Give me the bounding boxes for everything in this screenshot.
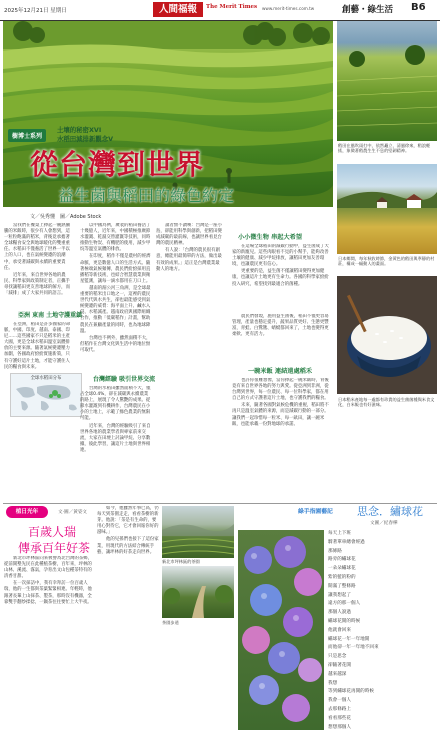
paragraph: 當我們在餐桌上捧起一碗熱騰騰的米飯時，很少有人會想到，這一粒粒飽滿的稻米，背後竟承擔著全球糧食安全與地球暖化的雙重重任。水稻田不僅養活了世界一半以上的人口，也在氣候變遷的浪潮中，承受著減碳與永續的重要責任。: [4, 223, 71, 271]
article-column-3: [156, 223, 224, 303]
paragraph: 讀者無不讚嘆：台灣是一座小島，卻能用科學與創新，把稻田變成減碳的最前線，也讓世界看見台灣的農民精神。: [156, 223, 223, 247]
paragraph: 在印度，稻作不僅是農村的經濟命脈，更是數億人口的生活方式。隨著極端氣候頻傳，農民們紛紛採用直播稻等新技術，也結合智慧農業與衛星監測，讓每一滴水都用在刀口上。: [80, 254, 151, 284]
garden-tag-suffix: 園藝記: [315, 509, 333, 515]
article-column-3b: [232, 244, 330, 314]
paragraph: 近年來，來自世界各地的農民、科學家與政策制定者，正攜手尋找讓稻田更友善地球的解方，而「減排」成了大家共同的語言。: [4, 272, 70, 297]
tea-photo-caption-2: 茶園步道: [162, 620, 179, 625]
poem-line: 騎著單車總會經過: [328, 539, 365, 545]
photo-caption-3: 日本稻米產地每一處都有珍貴的益生菌菌種與米食文化，白米飯也有好滋味。: [338, 397, 435, 408]
photo-caption-2: 日本鄉間，每年秋收時節，金黃色的稻田與寧靜的村莊，構成一幅動人的畫面。: [338, 256, 435, 267]
poem-line: 繡球花開的時候: [328, 618, 361, 624]
paragraph: 台灣的水稻田雖然面積不大，僅占全球0.4%，卻在減碳與永續農業的路上，展現了令人驚艷的成果。從節水灌溉到有機耕作，台灣農民在小小的土地上，示範了綠色農業的無限可能。: [80, 386, 151, 422]
newspaper-logo-en: The Merit Times: [206, 4, 258, 10]
garden-column-tag: [298, 506, 333, 515]
page-number: B6: [411, 2, 426, 13]
poem-line: 讓我想起了: [328, 592, 351, 598]
series-title-2: 水稻田減排新觀念V: [57, 135, 114, 143]
paragraph: 近年來，台灣的經驗吸引了來自世界各地的農業學者與專家前來交流，大家在田埂上討論甲烷、分享數據，彼此學習，讓這片土地與世界相連。: [80, 423, 151, 453]
tea-article-body: [4, 556, 94, 732]
poem-line: 他就會回來: [328, 627, 351, 633]
paragraph: 更重要的是，益生菌不僅讓稻田變得更加健康，也讓這片土地更有生命力。各國的科學家紛紛投入研究，希望找到最適合的菌種。: [232, 269, 329, 287]
hydrangea-photo: [238, 530, 324, 730]
subheading-taiwan: 台灣經驗 吸引世界交流: [93, 376, 156, 383]
newspaper-logo: 人間福報: [153, 2, 203, 17]
poem-line: 紫的藍的粉的: [328, 574, 356, 580]
subheading-rice-bowl: 一碗米飯 連結遠處稻禾: [248, 368, 313, 375]
article-column-4: [232, 314, 330, 364]
poem-line: 想想那個人: [328, 724, 351, 730]
poem-line: 只是思念: [328, 654, 347, 660]
tea-article-title-2: 傳承百年好茶: [18, 541, 91, 555]
poem-line: 開滿了整條路: [328, 583, 356, 589]
tea-photo-hills: [162, 506, 234, 558]
poem-line: 那條路: [328, 548, 342, 554]
article-column-2: [80, 223, 152, 373]
poem-line: 繡球花一年一年地開: [328, 636, 370, 642]
paragraph: 在一次採訪中，我有幸拜訪一位百歲人瑞，他的一生都與茶葉緊緊相連。年輕時，他跟著長輩上山採茶、製茶，那時沒有機器，全靠雙手翻炒揉捻，一鍋茶往往要忙上大半夜。: [4, 581, 92, 605]
poem-line: 路旁的繡球花: [328, 557, 356, 563]
tea-article-title-1: 百歲人瑞: [28, 525, 77, 539]
paragraph: 有人說：「台灣的農民很有創意，總能用最簡單的方法，做出最有效的成果。」這正是台灣農業最動人的地方。: [156, 248, 222, 272]
tea-article-body-2: [97, 506, 159, 732]
paragraph: 未來，隨著各國對氣候危機的重視，稻田將不再只是溫室氣體的來源，而是減碳行動的一部分。讓我們一起珍惜每一粒米、每一畝田，讓一碗米飯，也能承載一份對地球的承諾。: [232, 403, 329, 427]
map-label: 全球水稻田分布: [30, 376, 62, 381]
paragraph: 台灣也不例外，雖然面積不大，但稻作在台灣文化與生活中的地位無可取代。: [80, 335, 151, 353]
poem-body: [328, 530, 438, 734]
poem-title: 思念．繡球花: [357, 505, 423, 518]
poem-line: 等到繡球花再開的時候: [328, 689, 374, 695]
photo-rice-bowl: [337, 276, 437, 394]
paragraph: 在這場全球稻田的減碳行動中，益生菌成了大家的新寵兒。這些肉眼看不見的小幫手，能夠改善土壤的健康、減少甲烷排放，讓稻田更加友善環境，也讓農民更有信心。: [232, 244, 329, 268]
paragraph: 他的兒孫們也接下了這份家業，用現代的方法結合傳統手藝，讓坪林的好茶走向世界。: [97, 537, 159, 555]
poem-line: 我想: [328, 680, 338, 686]
article-column-1: [4, 223, 74, 323]
headline: 從台灣到世界: [30, 148, 205, 181]
rice-paddy-map: [10, 373, 82, 417]
series-tag: 樹博士系列: [8, 129, 46, 142]
poem-line: 那個人說過: [328, 610, 351, 616]
paragraph: 新北市坪林區向來被譽為北台灣的茶鄉，從前開墾先民在此種植茶樹，百年來，坪林的山林、溪流、霧氣，孕育出文山包種茶特有的清香甘甜。: [4, 556, 93, 580]
paragraph: 越南的湄公河三角洲，是全球最重要的稻米出口地之一，這裡的農民世代代與水共生，卻也最能感受到氣候變遷的威脅：海平面上升、鹹水入侵、水稻減產。越南政府與國際組織合作，推動「低碳稻作」計畫，幫助農民在兼顧產量的同時，也為地球降溫。: [80, 285, 151, 334]
paragraph: 以中國為例，廣袤的稻田養活了十幾億人，近年來，中國積極推廣節水灌溉、乾濕交替灌溉等技術，同時推動生物炭、有機肥的使用，減少甲烷等溫室氣體的排放。: [80, 223, 151, 253]
article-column-4b: [232, 378, 330, 502]
subheading-asia: 亞洲 東南 土地守護重鎮: [18, 312, 83, 319]
poem-line: 每天上下班: [328, 531, 351, 536]
poem-line: 看看那些花: [328, 715, 351, 721]
tea-photo-path: [162, 566, 234, 618]
masthead: [0, 0, 440, 21]
tea-photo-caption-1: 新北市坪林區的茶園: [162, 559, 200, 564]
byline: 文／吳秀懂 圖／Adobe Stock: [30, 214, 102, 220]
photo-caption-1: 稻田在風吹雨打中，依然矗立，清風徐來，稻浪輕搖，象徵著稻農生生不息的堅韌精神。: [338, 143, 431, 154]
article-continuation: [230, 215, 330, 223]
poem-line: 而他卻一年一年地不回來: [328, 645, 379, 651]
poem-line: 卻隨著花開: [328, 662, 351, 668]
poem-line: 遠方的那一個人: [328, 601, 361, 607]
subheadline: 益生菌與稻田的綠色約定: [58, 186, 235, 205]
article-column-1b: [4, 322, 74, 370]
issue-date: 2025年12月21日 星期日: [4, 8, 67, 14]
photo-rice-field-storm: [337, 21, 437, 141]
poem-line: 我會一個人: [328, 698, 351, 704]
poem-line: 去那條路上: [328, 706, 351, 712]
tea-article-tag: 植日光年: [6, 506, 48, 518]
paragraph: 在亞洲，稻田是許多國家的命脈，中國、印度、越南、泰國、印尼……這些國家不只是稻米的主產大國，更是全球水稻田溫室氣體排放的主要來源。隨著氣候變遷壓力加劇，各國政府紛紛實施新策，只有守護好這片土地，才能守護住人民的糧食與未來。: [4, 322, 71, 370]
tea-article-author: 文·圖／黃姿文: [58, 510, 88, 515]
section-title: 創藝・綠生活: [342, 5, 394, 15]
poem-line: 越來越深: [328, 671, 347, 677]
website: www.merit-times.com.tw: [262, 6, 315, 11]
paragraph: 農民們發現，施用益生菌後，稻田不僅更容易管理，產量也穩定提升，蔬果品質更好、生態更豐富，青蛙、白鷺鷥、蜻蜓都回來了，土地也變得更柔軟、更有活力。: [232, 314, 329, 338]
subheading-microbes: 小小微生物 串起大希望: [238, 234, 303, 241]
paragraph: 如今，他雖然年事已高，仍每天到茶園走走，看看茶樹的新芽。他說：「茶是有生命的，要用心對待它，它才會回報你好的滋味。」: [97, 506, 159, 536]
poem-line: 一朵朵繡球花: [328, 566, 356, 572]
photo-japan-village: [337, 164, 437, 254]
paragraph: 也許你很難想像，當你捧起一碗米飯時，背後竟有來自世界各地的努力與愛。從亞洲到非洲，從台灣到世界，每一位農民、每一位科學家，都在用自己的方式守護著這片土地，也守護我們的糧食。: [232, 378, 329, 402]
poem-author: 文圖／紀春樺: [370, 521, 398, 526]
series-title-1: 土壤的秘密XVI: [57, 126, 102, 134]
article-column-2b: [80, 386, 152, 500]
garden-tag-label: 綠手指: [298, 509, 316, 515]
